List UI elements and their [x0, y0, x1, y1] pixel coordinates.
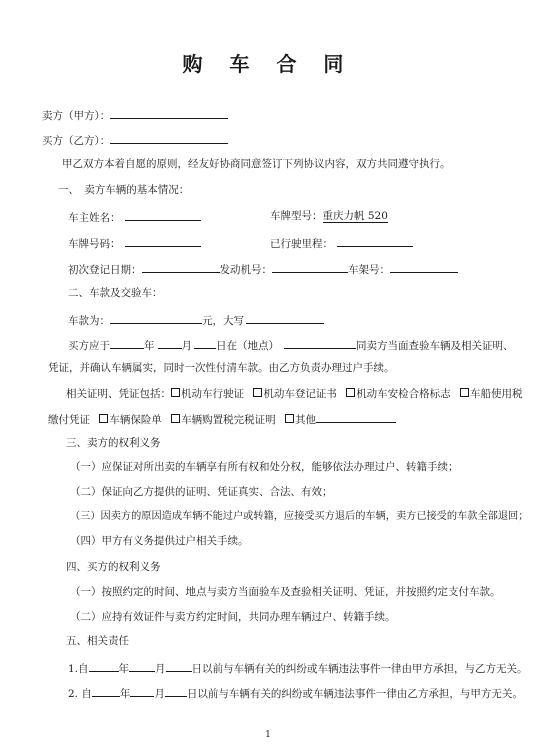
checkbox-driving-license[interactable]	[171, 388, 180, 397]
owner-blank[interactable]	[125, 209, 201, 221]
price-blank[interactable]	[110, 312, 202, 324]
engine-blank[interactable]	[272, 261, 348, 273]
liability-2-text: 日以前与车辆有关的纠纷或车辆违法事件一律由乙方承担，与甲方无关。	[186, 688, 523, 700]
liability-2-month-blank[interactable]	[130, 685, 154, 697]
liability-1-from: 1.自	[68, 663, 89, 675]
delivery-text-1: 买方应于	[68, 340, 110, 352]
plate-label: 车牌号码：	[68, 238, 121, 250]
documents-line-2	[48, 411, 396, 427]
liability-2-day-blank[interactable]	[165, 685, 187, 697]
checkbox-insurance[interactable]	[99, 414, 108, 423]
liability-1-year-blank[interactable]	[89, 660, 119, 672]
doc-tax-receipt: 缴付凭证	[48, 414, 90, 426]
registration-row	[68, 261, 458, 277]
checkbox-purchase-tax[interactable]	[171, 414, 180, 423]
documents-line	[66, 387, 523, 401]
liability-2-year-label: 年	[119, 688, 131, 700]
price-line	[68, 312, 324, 328]
other-blank[interactable]	[316, 411, 396, 423]
liability-1-month-blank[interactable]	[129, 660, 155, 672]
price-label: 车款为：	[68, 315, 110, 327]
engine-label: 发动机号：	[219, 264, 272, 276]
delivery-line	[68, 337, 514, 353]
delivery-month-blank[interactable]	[158, 337, 182, 349]
delivery-location-blank[interactable]	[284, 337, 356, 349]
doc-purchase-tax: 车辆购置税完税证明	[181, 414, 276, 426]
mileage-label: 已行驶里程：	[270, 238, 333, 250]
reg-date-blank[interactable]	[142, 261, 220, 273]
intro-paragraph: 甲乙双方本着自愿的原则，经友好协商同意签订下列协议内容，双方共同遵守执行。	[62, 158, 451, 170]
plate-field	[68, 235, 201, 251]
delivery-location-label: 日在（地点）	[216, 340, 279, 352]
checkbox-vessel-tax[interactable]	[460, 388, 469, 397]
seller-duty-1: （一）应保证对所出卖的车辆享有所有权和处分权，能够依法办理过户、转籍手续；	[70, 461, 459, 473]
reg-date-label: 初次登记日期：	[68, 264, 142, 276]
checkbox-other[interactable]	[285, 414, 294, 423]
owner-field	[68, 209, 201, 225]
mileage-blank[interactable]	[337, 235, 413, 247]
delivery-text-5: 同卖方当面查验车辆及相关证明、	[356, 340, 514, 352]
delivery-day-blank[interactable]	[194, 337, 216, 349]
seller-duty-4: （四）甲方有义务提供过户相关手续。	[70, 535, 249, 547]
liability-2-month-label: 月	[154, 688, 165, 700]
mileage-field	[270, 235, 413, 251]
section-4-heading: 四、买方的权利义务	[66, 561, 161, 573]
liability-2-year-blank[interactable]	[92, 685, 120, 697]
section-1-heading: 一、 卖方车辆的基本情况：	[58, 184, 190, 196]
plate-blank[interactable]	[125, 235, 201, 247]
model-value[interactable]: 重庆力帆 520	[322, 210, 388, 222]
doc-registration-cert: 机动车登记证书	[263, 388, 337, 400]
seller-duty-3: （三）因卖方的原因造成车辆不能过户或转籍，应接受买方退后的车辆，卖方已接受的车款全部退回；	[70, 511, 529, 522]
buyer-duty-2: （二）应持有效证件与卖方约定时间，共同办理车辆过户、转籍手续。	[70, 611, 396, 623]
seller-blank[interactable]	[110, 107, 228, 119]
doc-driving-license: 机动车行驶证	[181, 388, 244, 400]
liability-2-from: 2. 自	[68, 688, 92, 700]
contract-title: 购 车 合 同	[182, 52, 354, 76]
delivery-month-label: 月	[181, 340, 192, 352]
page-number: 1	[265, 730, 271, 740]
section-2-heading: 二、车款及交验车：	[68, 287, 163, 299]
doc-other: 其他	[295, 414, 317, 426]
buyer-label: 买方（乙方）：	[42, 135, 111, 147]
owner-label: 车主姓名：	[68, 212, 121, 224]
seller-line	[42, 107, 228, 123]
price-caps-label: 元，大写	[202, 315, 244, 327]
doc-insurance: 车辆保险单	[109, 414, 162, 426]
model-field	[270, 209, 388, 223]
seller-label: 卖方（甲方）：	[42, 110, 111, 122]
delivery-line-2: 凭证，并确认车辆属实，同时一次性付清车款。由乙方负责办理过户手续。	[48, 362, 395, 374]
liability-1-year-label: 年	[118, 663, 130, 675]
frame-label: 车架号：	[348, 264, 390, 276]
liability-1-month-label: 月	[155, 663, 166, 675]
buyer-duty-1: （一）按照约定的时间、地点与卖方当面验车及查验相关证明、凭证，并按照约定支付车款。	[70, 586, 501, 598]
doc-vessel-tax: 车船使用税	[470, 388, 523, 400]
seller-duty-2: （二）保证向乙方提供的证明、凭证真实、合法、有效；	[70, 486, 333, 498]
price-caps-blank[interactable]	[246, 312, 324, 324]
liability-line-1	[68, 660, 528, 676]
checkbox-inspection-mark[interactable]	[346, 388, 355, 397]
section-3-heading: 三、卖方的权利义务	[66, 437, 161, 449]
model-label: 车牌型号：	[270, 210, 323, 222]
checkbox-registration-cert[interactable]	[253, 388, 262, 397]
section-5-heading: 五、相关责任	[66, 635, 129, 647]
delivery-year-blank[interactable]	[110, 337, 144, 349]
buyer-line	[42, 132, 228, 148]
documents-label: 相关证明、凭证包括：	[66, 388, 171, 400]
liability-1-text: 日以前与车辆有关的纠纷或车辆违法事件一律由甲方承担，与乙方无关。	[191, 663, 528, 675]
liability-1-day-blank[interactable]	[166, 660, 192, 672]
liability-line-2	[68, 685, 523, 701]
frame-blank[interactable]	[390, 261, 458, 273]
buyer-blank[interactable]	[110, 132, 228, 144]
doc-inspection-mark: 机动车安检合格标志	[356, 388, 451, 400]
delivery-year-label: 年	[144, 340, 155, 352]
